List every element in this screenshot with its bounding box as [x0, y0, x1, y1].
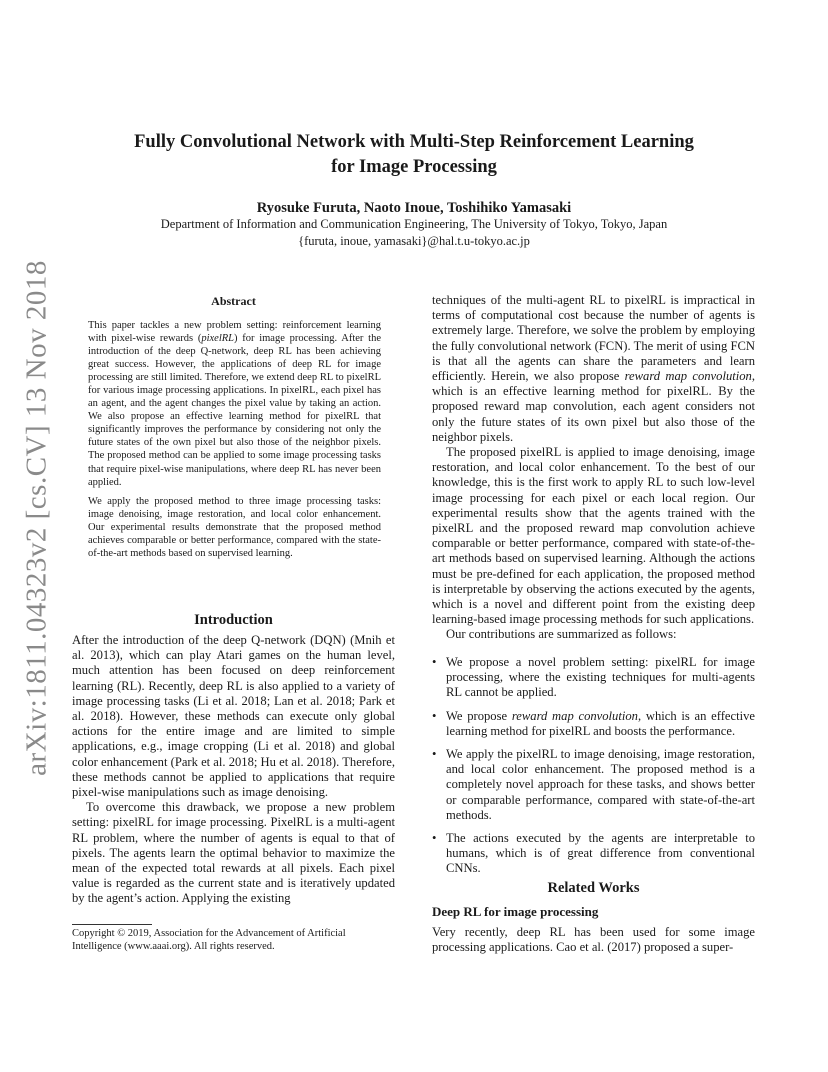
authors: Ryosuke Furuta, Naoto Inoue, Toshihiko Yamasaki: [256, 200, 572, 216]
abstract-paragraph-2: We apply the proposed method to three image processing tasks: image denoising, image restoration, and local color enhancement. Our experimental results demonstrate that the proposed method achieves comparable or better performance, compared with the state-of-the-art methods based on supervised learning.: [88, 495, 381, 559]
right-paragraph-3: Our contributions are summarized as follows:: [446, 627, 677, 642]
abstract-paragraph-1: [88, 319, 381, 489]
abstract-p1-emphasis: pixelRL: [201, 333, 234, 345]
list-item-text: We apply the pixelRL to image denoising, image restoration, and local color enhancement. The proposed method is a completely novel approach for these tasks, and shows better or comparable performance, compared with state-of-the-art methods.: [446, 747, 755, 822]
intro-paragraph-1: After the introduction of the deep Q-network (DQN) (Mnih et al. 2013), which can play Atari games on the human level, much attention has been focused on deep reinforcement learning (RL). Recently, deep RL is also applied to a variety of image processing tasks (Li et al. 2018; Lan et al. 2018; Park et al. 2018). However, these methods can execute only global actions for the entire image and are limited to simple applications, e.g., image cropping (Li et al. 2018) and global color enhancement (Park et al. 2018; Hu et al. 2018). Therefore, these methods cannot be applied to applications that require pixel-wise manipulations such as image denoising.: [72, 633, 395, 800]
related-works-heading: Related Works: [547, 880, 640, 896]
title-line-1: Fully Convolutional Network with Multi-Step Reinforcement Learning: [134, 132, 694, 152]
right-p1-emphasis: reward map convolution: [624, 369, 752, 384]
list-item: [432, 709, 755, 739]
deep-rl-subheading: Deep RL for image processing: [432, 904, 599, 919]
abstract-p1-text-b: ) for image processing. After the introduction of the deep Q-network, deep RL has been achieving great success. However, the applications of deep RL for image processing are still limited. Therefore, we extend deep RL to pixelRL for various image processing applications. In pixelRL, each pixel has an agent, and the agent changes the pixel value by taking an action. We also propose an effective learning method for pixelRL that significantly improves the performance by considering not only the future states of the own pixel but also those of the neighbor pixels. The proposed method can be applied to some image processing tasks that require pixel-wise manipulations, where deep RL has never been applied.: [88, 333, 381, 488]
list-item-emphasis: reward map convolution: [511, 708, 638, 723]
abstract-body: [88, 319, 381, 560]
list-item: [432, 831, 755, 877]
abstract-heading: Abstract: [211, 294, 256, 308]
affiliation: Department of Information and Communication Engineering, The University of Tokyo, Tokyo, Japan: [160, 217, 668, 231]
bullet-icon: •: [432, 831, 437, 846]
contributions-list: [432, 655, 755, 885]
list-item-text: The actions executed by the agents are interpretable to humans, which is of great difference from conventional CNNs.: [446, 831, 755, 876]
affiliation-block: [90, 216, 738, 249]
title-line-2: for Image Processing: [331, 157, 497, 177]
arxiv-stamp-text: arXiv:1811.04323v2 [cs.CV] 13 Nov 2018: [20, 260, 53, 776]
bullet-icon: •: [432, 747, 437, 762]
list-item: [432, 747, 755, 823]
intro-paragraph-2: To overcome this drawback, we propose a new problem setting: pixelRL for image processing. PixelRL is a multi-agent RL problem, where the number of agents is equal to that of pixels. The agents learn the optimal behavior to maximize the mean of the expected total rewards at all pixels. Each pixel value is regarded as the current state and is iteratively updated by the agent’s action. Applying the existing: [72, 800, 395, 906]
related-paragraph-1: Very recently, deep RL has been used for some image processing applications. Cao et al. (2017) proposed a super-: [432, 925, 755, 955]
right-paragraph-2: The proposed pixelRL is applied to image denoising, image restoration, and local color enhancement. To the best of our knowledge, this is the first work to apply RL to such low-level image processing for each pixel or each local region. Our experimental results show that the agents trained with the pixelRL and the proposed reward map convolution achieve comparable or better performance, compared with state-of-the-art methods based on supervised learning. Although the actions must be pre-defined for each application, the proposed method is interpretable by observing the actions executed by the agents, which is a novel and different point from the existing deep learning-based image processing methods for such applications.: [432, 445, 755, 627]
related-works-body: [432, 925, 755, 955]
introduction-body: [72, 633, 395, 907]
list-item: [432, 655, 755, 701]
bullet-icon: •: [432, 655, 437, 669]
introduction-heading: Introduction: [194, 612, 273, 628]
list-item-text-a: We propose: [446, 708, 512, 723]
email: {furuta, inoue, yamasaki}@hal.t.u-tokyo.ac.jp: [298, 233, 530, 248]
arxiv-stamp: [20, 260, 53, 776]
list-item-text: We propose a novel problem setting: pixelRL for image processing, where the existing techniques for multi-agents RL cannot be applied.: [446, 655, 755, 700]
right-p1-text-a: techniques of the multi-agent RL to pixelRL is impractical in terms of computational cost because the number of agents is extremely large. Therefore, we solve the problem by employing the fully convolutional network (FCN). The merit of using FCN is that all the agents can share the parameters and learn efficiently. Herein, we also propose: [432, 293, 755, 384]
list-item-text-b: , which is an effective learning method for pixelRL and boosts the performance.: [446, 708, 755, 738]
bullet-icon: •: [432, 708, 437, 723]
footnote-rule: [72, 924, 152, 925]
paper-title: [90, 130, 738, 180]
right-column-body: [432, 293, 755, 643]
right-p1-text-b: , which is an effective learning method for pixelRL. By the proposed reward map convolution, each agent considers not only the future states of its own pixel but also those of the neighbor pixels.: [432, 369, 755, 444]
right-paragraph-1: [432, 293, 755, 445]
abstract-p1-text-a: This paper tackles a new problem setting: reinforcement learning with pixel-wise rewards (: [88, 320, 381, 345]
copyright-footnote: Copyright © 2019, Association for the Advancement of Artificial Intelligence (www.aaai.org). All rights reserved.: [72, 928, 346, 952]
